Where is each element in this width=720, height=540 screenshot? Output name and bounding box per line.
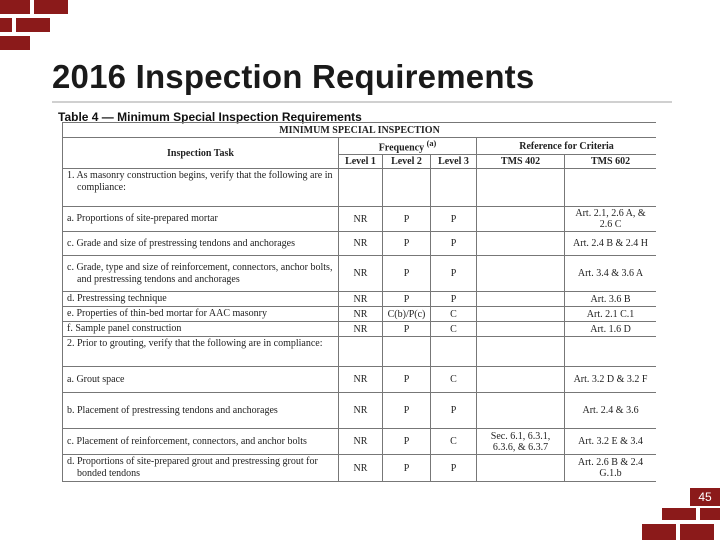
cell-level2: P: [383, 455, 431, 482]
cell-level1: NR: [339, 429, 383, 455]
col-header-tms402: TMS 402: [477, 155, 565, 169]
cell-task: 2. Prior to grouting, verify that the following are in compliance:: [63, 337, 339, 367]
col-header-tms602: TMS 602: [565, 155, 657, 169]
cell-tms602: Art. 2.1 C.1: [565, 307, 657, 322]
cell-tms402: [477, 393, 565, 429]
cell-tms602: Art. 3.6 B: [565, 292, 657, 307]
cell-level3: C: [431, 307, 477, 322]
brick-decoration: [34, 0, 68, 14]
title-divider: [52, 101, 672, 103]
inspection-table-container: [62, 122, 656, 508]
cell-level1: NR: [339, 393, 383, 429]
cell-task: e. Properties of thin-bed mortar for AAC masonry: [63, 307, 339, 322]
cell-task: a. Grout space: [63, 367, 339, 393]
brick-decoration: [642, 524, 676, 540]
cell-task: a. Proportions of site-prepared mortar: [63, 207, 339, 232]
cell-tms602: Art. 1.6 D: [565, 322, 657, 337]
table-row: [63, 232, 657, 256]
cell-level1: NR: [339, 292, 383, 307]
cell-tms402: [477, 256, 565, 292]
cell-tms602: Art. 2.6 B & 2.4 G.1.b: [565, 455, 657, 482]
cell-task: f. Sample panel construction: [63, 322, 339, 337]
table-super-header: MINIMUM SPECIAL INSPECTION: [63, 123, 657, 138]
cell-tms402: [477, 169, 565, 207]
cell-level1: NR: [339, 256, 383, 292]
cell-tms402: Sec. 6.1, 6.3.1, 6.3.6, & 6.3.7: [477, 429, 565, 455]
brick-decoration: [0, 18, 12, 32]
cell-task: c. Placement of reinforcement, connectors, and anchor bolts: [63, 429, 339, 455]
cell-task: c. Grade and size of prestressing tendons and anchorages: [63, 232, 339, 256]
cell-level3: P: [431, 455, 477, 482]
col-header-reference: Reference for Criteria: [477, 138, 657, 155]
brick-decoration: [16, 18, 50, 32]
brick-decoration: [662, 508, 696, 520]
cell-level2: P: [383, 367, 431, 393]
table-section-row: [63, 169, 657, 207]
table-row: [63, 292, 657, 307]
cell-tms402: [477, 337, 565, 367]
cell-tms602: Art. 2.1, 2.6 A, & 2.6 C: [565, 207, 657, 232]
frequency-note: (a): [426, 139, 437, 148]
slide-title: 2016 Inspection Requirements: [52, 58, 535, 95]
cell-level2: P: [383, 232, 431, 256]
cell-level1: NR: [339, 455, 383, 482]
cell-level2: P: [383, 292, 431, 307]
cell-level3: [431, 337, 477, 367]
cell-tms402: [477, 367, 565, 393]
cell-level1: [339, 337, 383, 367]
cell-level2: [383, 337, 431, 367]
cell-level3: P: [431, 207, 477, 232]
table-row: [63, 367, 657, 393]
brick-decoration: [700, 508, 720, 520]
cell-tms602: [565, 169, 657, 207]
cell-tms602: Art. 3.4 & 3.6 A: [565, 256, 657, 292]
cell-level1: NR: [339, 207, 383, 232]
cell-tms602: Art. 3.2 E & 3.4: [565, 429, 657, 455]
cell-tms402: [477, 307, 565, 322]
cell-level1: NR: [339, 367, 383, 393]
table-row: [63, 429, 657, 455]
table-section-row: [63, 337, 657, 367]
cell-level3: P: [431, 232, 477, 256]
cell-tms602: Art. 2.4 B & 2.4 H: [565, 232, 657, 256]
page-number: 45: [690, 488, 720, 506]
cell-level3: C: [431, 322, 477, 337]
table-row: [63, 322, 657, 337]
cell-level3: P: [431, 393, 477, 429]
cell-level3: P: [431, 256, 477, 292]
table-row: [63, 455, 657, 482]
cell-level3: [431, 169, 477, 207]
cell-tms602: Art. 3.2 D & 3.2 F: [565, 367, 657, 393]
cell-tms402: [477, 207, 565, 232]
cell-task: 1. As masonry construction begins, verify that the following are in compliance:: [63, 169, 339, 207]
col-header-level3: Level 3: [431, 155, 477, 169]
cell-level2: P: [383, 429, 431, 455]
col-header-level1: Level 1: [339, 155, 383, 169]
col-header-task: Inspection Task: [63, 138, 339, 169]
cell-tms602: Art. 2.4 & 3.6: [565, 393, 657, 429]
inspection-requirements-table: [62, 122, 656, 482]
cell-level2: P: [383, 207, 431, 232]
cell-level2: [383, 169, 431, 207]
cell-task: c. Grade, type and size of reinforcement, connectors, anchor bolts, and prestressing tendons and anchorages: [63, 256, 339, 292]
col-header-level2: Level 2: [383, 155, 431, 169]
cell-level1: NR: [339, 232, 383, 256]
cell-task: b. Placement of prestressing tendons and anchorages: [63, 393, 339, 429]
cell-level3: P: [431, 292, 477, 307]
cell-tms402: [477, 322, 565, 337]
brick-decoration: [0, 36, 30, 50]
table-row: [63, 256, 657, 292]
cell-task: d. Prestressing technique: [63, 292, 339, 307]
brick-decoration: [0, 0, 30, 14]
cell-level2: P: [383, 256, 431, 292]
cell-level2: P: [383, 393, 431, 429]
table-row: [63, 207, 657, 232]
cell-tms402: [477, 292, 565, 307]
col-header-frequency: [339, 138, 477, 155]
cell-tms402: [477, 455, 565, 482]
table-row: [63, 393, 657, 429]
cell-level3: C: [431, 429, 477, 455]
cell-task: d. Proportions of site-prepared grout and prestressing grout for bonded tendons: [63, 455, 339, 482]
cell-tms602: [565, 337, 657, 367]
cell-level3: C: [431, 367, 477, 393]
cell-level1: NR: [339, 307, 383, 322]
cell-level1: NR: [339, 322, 383, 337]
cell-level1: [339, 169, 383, 207]
table-caption: Table 4 — Minimum Special Inspection Requirements: [58, 110, 362, 124]
cell-level2: C(b)/P(c): [383, 307, 431, 322]
cell-level2: P: [383, 322, 431, 337]
cell-tms402: [477, 232, 565, 256]
frequency-label: Frequency: [378, 142, 425, 154]
table-row: [63, 307, 657, 322]
brick-decoration: [680, 524, 714, 540]
